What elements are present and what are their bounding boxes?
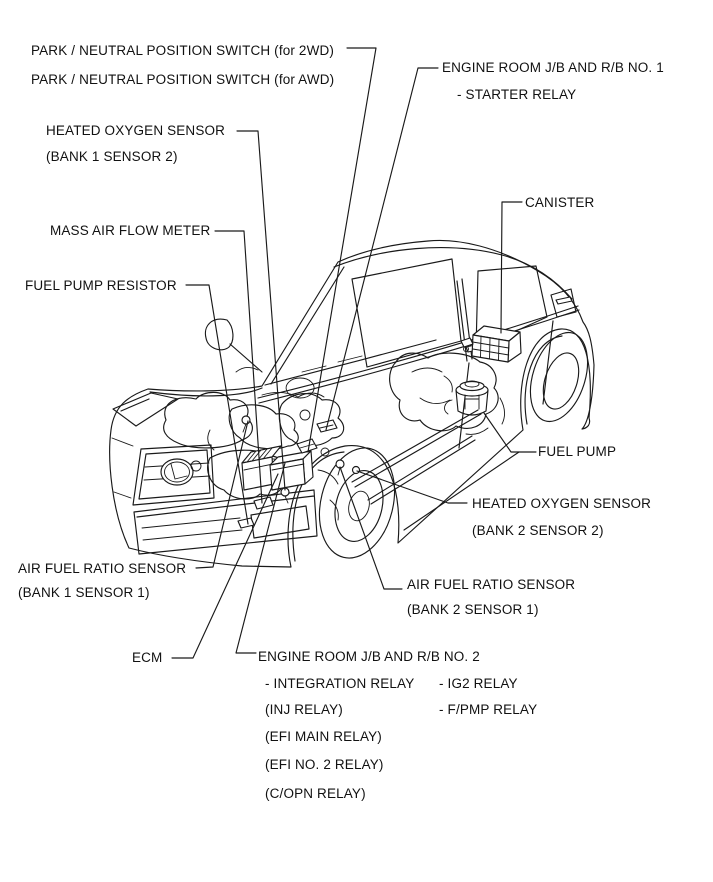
label-jb2-efi-no2-relay: (EFI NO. 2 RELAY) — [265, 757, 384, 772]
maf-part — [254, 497, 273, 509]
label-heated-o2-b2s2: HEATED OXYGEN SENSOR — [472, 496, 652, 511]
label-afr-b1s1-detail: (BANK 1 SENSOR 1) — [18, 585, 150, 600]
label-afr-b2s1: AIR FUEL RATIO SENSOR — [407, 577, 576, 592]
underbody-detail — [352, 353, 505, 504]
front-door-window — [352, 259, 461, 367]
beltline-upper — [258, 306, 578, 398]
leader-fuel-pump-resistor — [186, 285, 248, 524]
leader-engine-room-jb2 — [236, 463, 285, 653]
a-pillar-inner — [271, 267, 344, 384]
label-engine-room-jb1-detail: - STARTER RELAY — [457, 87, 577, 102]
rear-door-handle — [556, 297, 572, 304]
hood-cut-line — [150, 388, 262, 396]
label-mass-air-flow-meter: MASS AIR FLOW METER — [50, 223, 211, 238]
label-heated-o2-b1s2-detail: (BANK 1 SENSOR 2) — [46, 149, 178, 164]
bumper-slats — [142, 518, 242, 540]
leader-fuel-pump — [484, 413, 536, 452]
resistor-part — [238, 518, 254, 528]
label-jb2-copn-relay: (C/OPN RELAY) — [265, 786, 366, 801]
fog-lamp — [251, 506, 309, 538]
bumper-opening — [134, 490, 317, 554]
label-heated-o2-b1s2: HEATED OXYGEN SENSOR — [46, 123, 226, 138]
label-fuel-pump-resistor: FUEL PUMP RESISTOR — [25, 278, 177, 293]
rocker-crease — [404, 452, 519, 530]
label-afr-b1s1: AIR FUEL RATIO SENSOR — [18, 561, 187, 576]
label-park-neutral-awd: PARK / NEUTRAL POSITION SWITCH (for AWD) — [31, 72, 335, 87]
leader-park-neutral-2wd — [308, 48, 376, 452]
label-park-neutral-2wd: PARK / NEUTRAL POSITION SWITCH (for 2WD) — [31, 43, 335, 58]
ho2s-b2s2-part — [353, 467, 360, 474]
rear-wheel — [520, 325, 598, 429]
label-fuel-pump: FUEL PUMP — [538, 444, 617, 459]
label-canister: CANISTER — [525, 195, 595, 210]
brand-badge — [161, 459, 193, 485]
label-jb2-fpmp-relay: - F/PMP RELAY — [439, 702, 538, 717]
label-jb2-integration-relay: - INTEGRATION RELAY — [265, 676, 415, 691]
headlight — [113, 393, 178, 426]
label-engine-room-jb1: ENGINE ROOM J/B AND R/B NO. 1 — [442, 60, 664, 75]
label-afr-b2s1-detail: (BANK 2 SENSOR 1) — [407, 602, 539, 617]
label-jb2-ig2-relay: - IG2 RELAY — [439, 676, 518, 691]
label-heated-o2-b2s2-detail: (BANK 2 SENSOR 2) — [472, 523, 604, 538]
label-ecm: ECM — [132, 650, 163, 665]
label-engine-room-jb2: ENGINE ROOM J/B AND R/B NO. 2 — [258, 649, 480, 664]
side-mirror — [205, 319, 262, 372]
label-jb2-efi-main-relay: (EFI MAIN RELAY) — [265, 729, 382, 744]
wiper-marks — [302, 356, 362, 372]
fuel-pump-assembly — [445, 381, 488, 415]
afr-b1s1-part — [242, 416, 250, 424]
bumper-creases — [112, 438, 133, 498]
leader-engine-room-jb1 — [326, 68, 438, 430]
label-jb2-inj-relay: (INJ RELAY) — [265, 702, 343, 717]
